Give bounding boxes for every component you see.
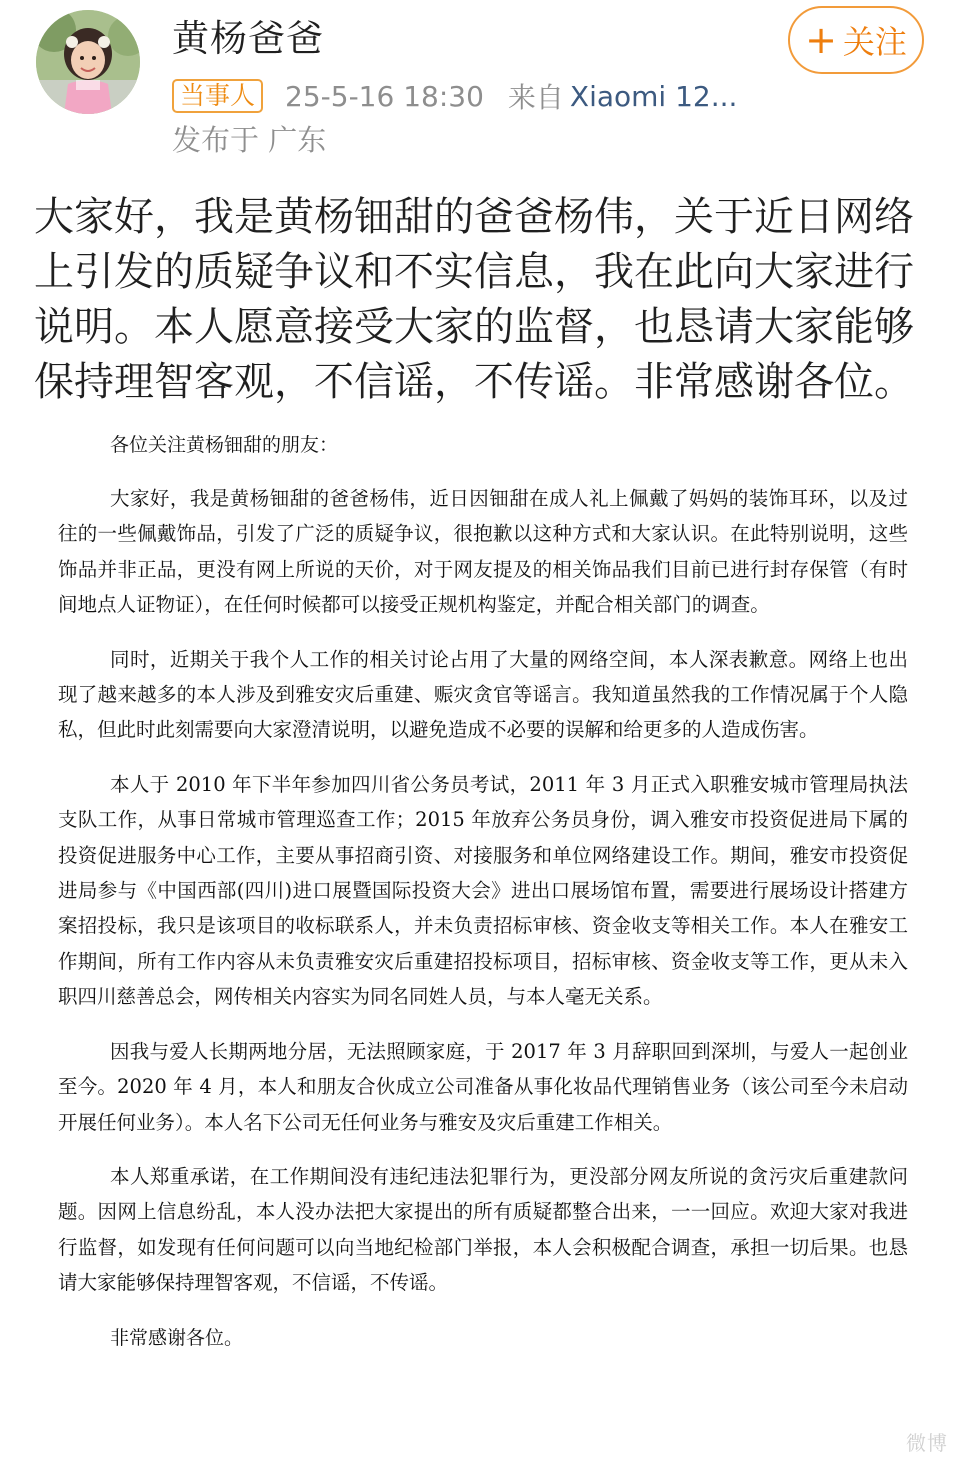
party-badge: 当事人 xyxy=(172,79,263,113)
avatar[interactable] xyxy=(36,10,140,114)
statement-paragraph: 本人郑重承诺，在工作期间没有违纪违法犯罪行为，更没部分网友所说的贪污灾后重建款问题。因网上信息纷乱，本人没办法把大家提出的所有质疑都整合出来，一一回应。欢迎大家对我进行监督，如发现有任何问题可以向当地纪检部门举报，本人会积极配合调查，承担一切后果。也恳请大家能够保持理智客观，不信谣，不传谣。 xyxy=(58,1164,908,1295)
post-timestamp: 25-5-16 18:30 xyxy=(285,79,484,113)
statement-paragraph: 大家好，我是黄杨钿甜的爸爸杨伟，近日因钿甜在成人礼上佩戴了妈妈的装饰耳环，以及过往的一些佩戴饰品，引发了广泛的质疑争议，很抱歉以这种方式和大家认识。在此特别说明，这些饰品并非正品，更没有网上所说的天价，对于网友提及的相关饰品我们目前已进行封存保管（有时间地点人证物证），在任何时候都可以接受正规机构鉴定，并配合相关部门的调查。 xyxy=(58,487,908,617)
statement-image[interactable] xyxy=(58,420,908,1456)
source-prefix: 来自 xyxy=(507,81,564,114)
post-meta xyxy=(172,76,737,116)
statement-paragraph: 同时，近期关于我个人工作的相关讨论占用了大量的网络空间，本人深表歉意。网络上也出现了越来越多的本人涉及到雅安灾后重建、赈灾贪官等谣言。我知道虽然我的工作情况属于个人隐私，但此时此刻需要向大家澄清说明，以避免造成不必要的误解和给更多的人造成伤害。 xyxy=(58,647,908,742)
statement-paragraph: 本人于 2010 年下半年参加四川省公务员考试，2011 年 3 月正式入职雅安城市管理局执法支队工作，从事日常城市管理巡查工作；2015 年放弃公务员身份，调入雅安市投资促进局下属的投资促进服务中心工作，主要从事招商引资、对接服务和单位网络建设工作。期间，雅安市投资促进局参与《中国西部(四川)进口展暨国际投资大会》进出口展场馆布置，需要进行展场设计搭建方案招投标，我只是该项目的收标联系人，并未负责招标审核、资金收支等相关工作。本人在雅安工作期间，所有工作内容从未负责雅安灾后重建招投标项目，招标审核、资金收支等工作，更从未入职四川慈善总会，网传相关内容实为同名同姓人员，与本人毫无关系。 xyxy=(58,772,908,1009)
follow-label: 关注 xyxy=(842,23,907,61)
plus-icon: + xyxy=(805,18,837,62)
username[interactable]: 黄杨爸爸 xyxy=(172,17,324,60)
statement-closing: 非常感谢各位。 xyxy=(110,1326,244,1349)
source-device-link[interactable]: Xiaomi 12... xyxy=(569,79,738,113)
post-text: 大家好，我是黄杨钿甜的爸爸杨伟，关于近日网络上引发的质疑争议和不实信息，我在此向大家进行说明。本人愿意接受大家的监督，也恳请大家能够保持理智客观，不信谣，不传谣。非常感谢各位。 xyxy=(34,194,914,405)
follow-button[interactable] xyxy=(788,6,924,74)
watermark: 微博 xyxy=(906,1431,948,1455)
statement-salutation: 各位关注黄杨钿甜的朋友： xyxy=(110,434,339,456)
post-location: 发布于 广东 xyxy=(172,123,327,157)
post-header xyxy=(0,0,960,170)
statement-paragraph: 因我与爱人长期两地分居，无法照顾家庭，于 2017 年 3 月辞职回到深圳，与爱人一起创业至今。2020 年 4 月，本人和朋友合伙成立公司准备从事化妆品代理销售业务（该公司至今未启动开展任何业务）。本人名下公司无任何业务与雅安及灾后重建工作相关。 xyxy=(58,1039,908,1134)
avatar-image xyxy=(36,10,140,114)
